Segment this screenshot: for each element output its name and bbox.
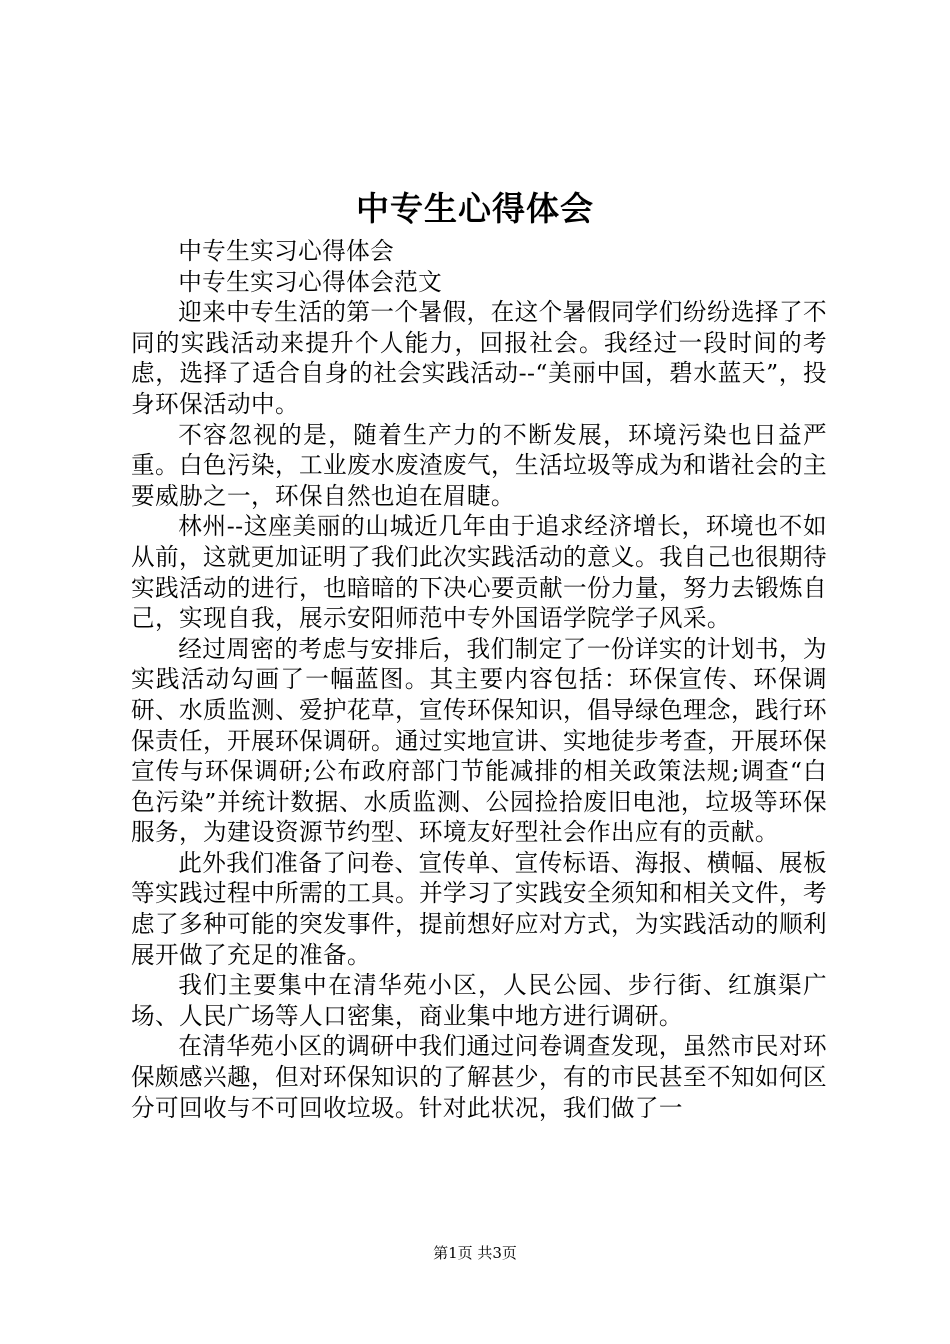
paragraph: 迎来中专生活的第一个暑假，在这个暑假同学们纷纷选择了不同的实践活动来提升个人能力，回报社会。我经过一段时间的考虑，选择了适合自身的社会实践活动--“美丽中国，碧水蓝天”，投身环保活动中。 bbox=[131, 298, 827, 418]
document-title: 中专生心得体会 bbox=[356, 189, 594, 228]
paragraph: 此外我们准备了问卷、宣传单、宣传标语、海报、横幅、展板等实践过程中所需的工具。并学习了实践安全须知和相关文件，考虑了多种可能的突发事件，提前想好应对方式，为实践活动的顺利展开做了充足的准备。 bbox=[131, 848, 827, 969]
paragraph: 不容忽视的是，随着生产力的不断发展，环境污染也日益严重。白色污染，工业废水废渣废气，生活垃圾等成为和谐社会的主要威胁之一，环保自然也迫在眉睫。 bbox=[131, 420, 827, 510]
document-body bbox=[131, 236, 827, 1123]
paragraph: 经过周密的考虑与安排后，我们制定了一份详实的计划书，为实践活动勾画了一幅蓝图。其主要内容包括：环保宣传、环保调研、水质监测、爱护花草，宣传环保知识，倡导绿色理念，践行环保责任，开展环保调研。通过实地宣讲、实地徒步考查，开展环保宣传与环保调研;公布政府部门节能减排的相关政策法规;调查“白色污染”并统计数据、水质监测、公园捡拾废旧电池，垃圾等环保服务，为建设资源节约型、环境友好型社会作出应有的贡献。 bbox=[131, 634, 827, 847]
paragraph-subtitle-2: 中专生实习心得体会范文 bbox=[178, 267, 443, 296]
paragraph-subtitle-1: 中专生实习心得体会 bbox=[178, 237, 395, 265]
page-number-footer: 第1页 共3页 bbox=[433, 1244, 517, 1262]
paragraph: 在清华苑小区的调研中我们通过问卷调查发现，虽然市民对环保颇感兴趣，但对环保知识的了解甚少，有的市民甚至不知如何区分可回收与不可回收垃圾。针对此状况，我们做了一 bbox=[131, 1032, 827, 1122]
paragraph: 林州--这座美丽的山城近几年由于追求经济增长，环境也不如从前，这就更加证明了我们此次实践活动的意义。我自己也很期待实践活动的进行，也暗暗的下决心要贡献一份力量，努力去锻炼自己，实现自我，展示安阳师范中专外国语学院学子风采。 bbox=[131, 512, 827, 633]
paragraph: 我们主要集中在清华苑小区，人民公园、步行街、红旗渠广场、人民广场等人口密集，商业集中地方进行调研。 bbox=[131, 971, 827, 1030]
